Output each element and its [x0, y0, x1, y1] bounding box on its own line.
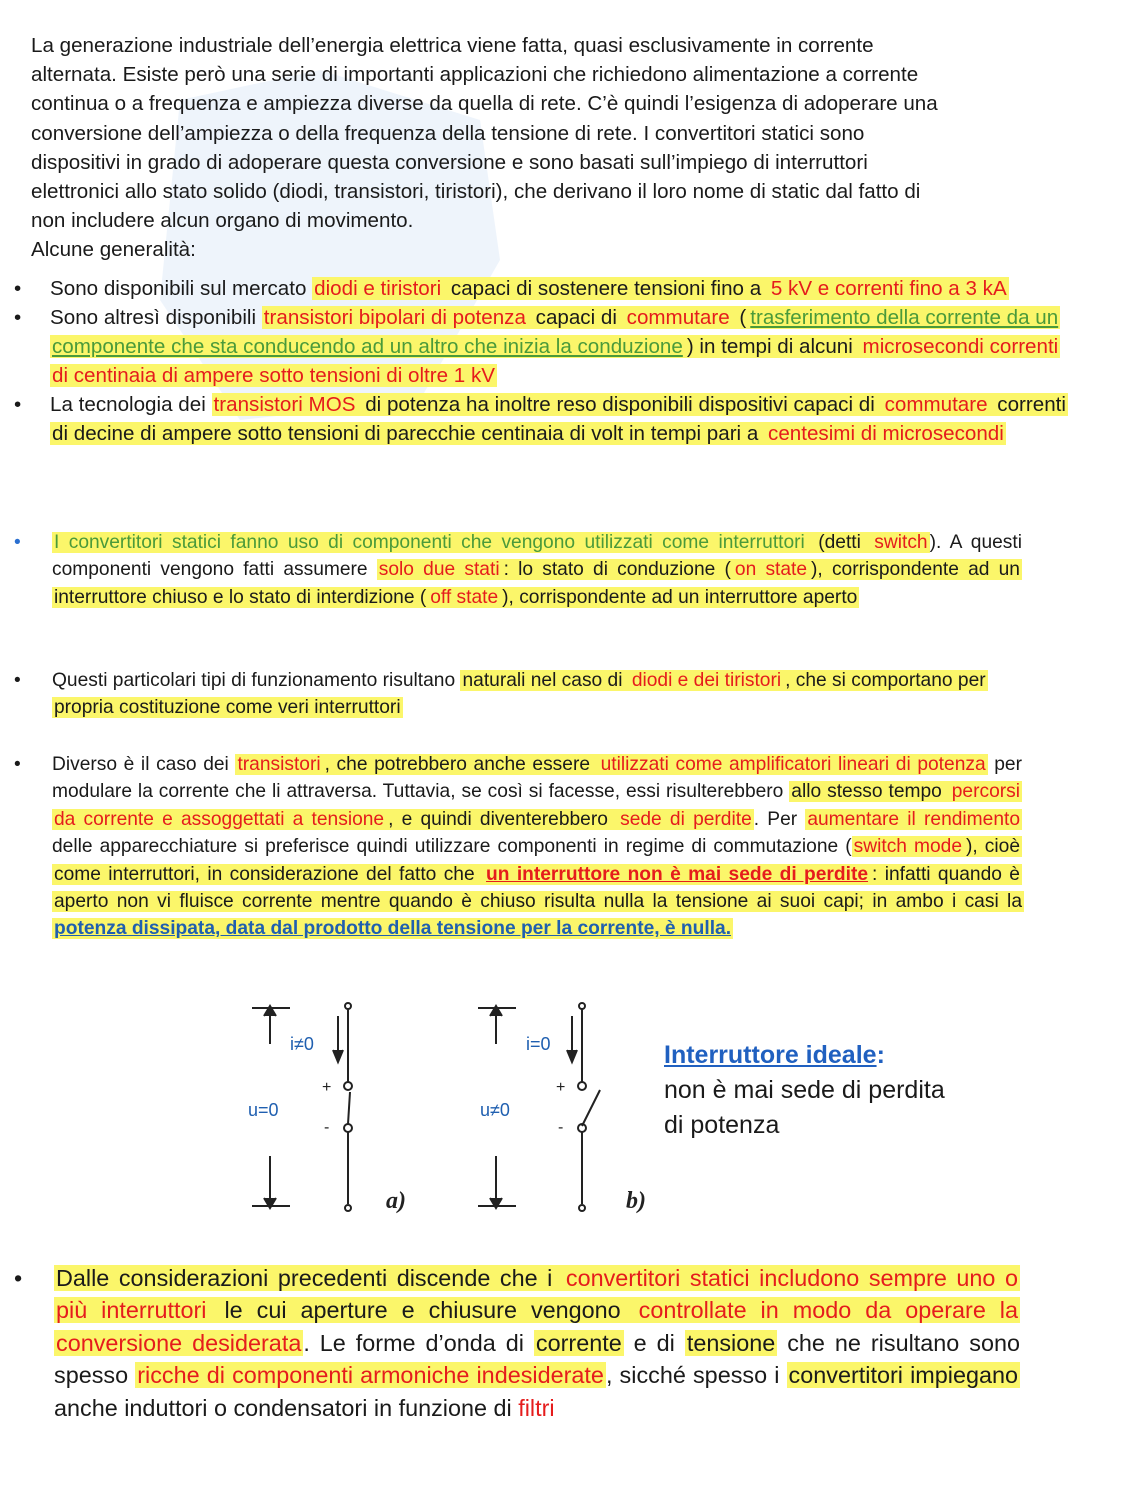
transistor-list [0, 751, 1148, 943]
list-item [0, 274, 1068, 303]
bullet-icon: • [14, 670, 21, 691]
intro-paragraph [31, 31, 1121, 265]
highlight-segment: allo stesso tempo [791, 781, 948, 803]
bullet-icon: • [14, 754, 21, 775]
highlight-segment: percorsi da corrente e assoggettati a tensione [54, 781, 1020, 830]
text-segment: Diverso è il caso dei [52, 754, 236, 775]
highlight-segment: utilizzati come amplificatori lineari di potenza [600, 754, 986, 775]
ideal-switch-note [664, 1038, 945, 1143]
ideal-switch-colon: : [876, 1041, 885, 1069]
text-segment: anche induttori o condensatori in funzione di [54, 1394, 519, 1421]
highlight-segment: off state [430, 586, 499, 608]
diagram-label-a: a) [386, 1188, 406, 1214]
highlight-segment: diodi e dei tiristori [631, 670, 782, 691]
highlight-segment: naturali nel caso di [462, 670, 628, 691]
highlight-segment: diodi e tiristori [314, 277, 442, 300]
switch-list [0, 529, 1148, 611]
intro-line: La generazione industriale dell’energia elettrica viene fatta, quasi esclusivamente in corrente [31, 34, 874, 57]
intro-line: continua o a frequenza e ampiezza diverse da quella di rete. C’è quindi l’esigenza di adoperare una [31, 92, 938, 116]
highlight-segment: correnti di decine di ampere sotto tensioni di parecchie centinaia di volt in tempi pari a [52, 393, 1066, 445]
text-segment: La tecnologia dei [50, 393, 212, 416]
text-segment: per modulare la corrente che li attraversa. Tuttavia, se così si facesse, essi risulterebbero [52, 754, 1022, 803]
highlight-segment: convertitori impiegano [788, 1362, 1018, 1389]
text-segment: Questi particolari tipi di funzionamento risultano [52, 670, 461, 691]
text-segment: . Le forme d’onda di [303, 1329, 534, 1356]
text-segment: Sono disponibili sul mercato [50, 277, 313, 300]
highlight-segment: ) in tempi di alcuni [686, 335, 859, 358]
highlight-segment: ), corrispondente ad un interruttore chiuso e lo stato di interdizione ( [54, 559, 1020, 608]
highlight-segment: I convertitori statici fanno uso di componenti che vengono utilizzati come interruttori [54, 532, 805, 553]
highlight-segment: solo due stati [378, 559, 500, 581]
minus-sign: - [558, 1119, 564, 1136]
current-label-b: i=0 [526, 1034, 551, 1054]
highlight-segment: aumentare il rendimento [807, 808, 1020, 830]
list-item [0, 667, 1022, 722]
highlight-segment: (detti [808, 532, 871, 553]
highlight-segment: sede di perdite [620, 808, 752, 830]
highlight-segment: : infatti quando è aperto non vi fluisce corrente mentre quando è chiuso risulta nulla la tensione ai suoi capi; in ambo i casi la [54, 863, 1022, 913]
text-segment: che ne risultano sono spesso [54, 1329, 1020, 1389]
highlight-segment: transistori [237, 754, 321, 775]
highlight-segment: controllate in modo da operare la conversione desiderata [56, 1297, 1018, 1356]
highlight-segment: commutare [884, 393, 988, 416]
text-segment: delle apparecchiature si preferisce quindi utilizzare componenti in regime di commutazione ( [52, 836, 852, 858]
intro-line: conversione dell’ampiezza o della frequenza della tensione di rete. I convertitori statici sono [31, 121, 865, 145]
voltage-label-b: u≠0 [480, 1100, 510, 1120]
definition-segment: trasferimento della corrente da un componente che sta conducendo ad un altro che inizia la conduzione [52, 306, 1059, 358]
highlight-segment: convertitori statici includono sempre uno o più interruttori [56, 1265, 1018, 1324]
highlight-segment: ), corrispondente ad un interruttore aperto [502, 586, 858, 608]
text-segment: e di [623, 1329, 685, 1356]
text-segment: Sono altresì disponibili [50, 306, 262, 329]
text-segment: ). A questi componenti vengono fatti assumere [52, 532, 1022, 581]
intro-line: alternata. Esiste però una serie di importanti applicazioni che richiedono alimentazione a corrente [31, 63, 919, 87]
bullet-icon: • [14, 306, 22, 329]
highlight-segment: transistori MOS [213, 393, 356, 416]
highlight-segment: centesimi di microsecondi [768, 422, 1004, 445]
text-segment: , sicché spesso i [605, 1362, 787, 1389]
highlight-segment: corrente [535, 1329, 622, 1356]
current-label-a: i≠0 [290, 1034, 314, 1054]
ideal-switch-line: non è mai sede di perdita [664, 1076, 945, 1104]
minus-sign: - [324, 1119, 330, 1136]
switch-diagram [230, 996, 690, 1224]
bullet-icon: • [14, 277, 22, 300]
ideal-switch-title: Interruttore ideale [664, 1041, 877, 1069]
generalities-list [0, 274, 1148, 448]
highlight-segment: on state [734, 559, 808, 581]
highlight-segment: 5 kV e correnti fino a 3 kA [770, 277, 1007, 300]
highlight-segment: commutare [626, 306, 730, 329]
intro-line: elettronici allo stato solido (diodi, transistori, tiristori), che derivano il loro nome di static dal fatto di [31, 180, 921, 204]
highlight-segment: di potenza ha inoltre reso disponibili dispositivi capaci di [359, 393, 881, 416]
bullet-icon: • [14, 532, 21, 553]
highlight-segment: ( [733, 306, 747, 329]
highlight-segment: tensione [686, 1329, 776, 1356]
highlight-segment: le cui aperture e chiusure vengono [210, 1297, 635, 1324]
highlight-segment: Dalle considerazioni precedenti discende che i [56, 1265, 562, 1291]
key-statement: un interruttore non è mai sede di perdite [486, 863, 869, 885]
plus-sign: + [556, 1079, 566, 1096]
highlight-segment: , che potrebbero anche essere [324, 754, 597, 775]
list-item [0, 1262, 1020, 1424]
ideal-switch-line: di potenza [664, 1111, 780, 1139]
highlight-segment: filtri [518, 1394, 555, 1421]
highlight-segment: capaci di [529, 306, 623, 329]
highlight-segment: transistori bipolari di potenza [263, 306, 526, 329]
conclusion-list [0, 1262, 1148, 1424]
highlight-segment: : lo stato di conduzione ( [503, 559, 731, 581]
plus-sign: + [322, 1079, 332, 1096]
highlight-segment: ), cioè come interruttori, in considerazione del fatto che [54, 836, 1021, 885]
text-segment: . Per [753, 808, 806, 830]
natural-list [0, 667, 1148, 722]
key-statement: potenza dissipata, data dal prodotto della tensione per la corrente, è nulla. [54, 918, 732, 940]
bullet-icon: • [14, 1265, 23, 1291]
list-item [0, 303, 1068, 390]
list-item [0, 390, 1068, 448]
highlight-segment: microsecondi correnti di centinaia di ampere sotto tensioni di oltre 1 kV [52, 335, 1059, 387]
intro-subheading: Alcune generalità: [31, 238, 196, 262]
highlight-segment: capaci di sostenere tensioni fino a [445, 277, 767, 300]
list-item [0, 529, 1022, 611]
highlight-segment: , e quindi diventerebbero [388, 808, 617, 830]
intro-line: dispositivi in grado di adoperare questa conversione e sono basati sull’impiego di interruttori [31, 150, 868, 174]
voltage-label-a: u=0 [248, 1100, 279, 1120]
bullet-icon: • [14, 393, 22, 416]
diagram-label-b: b) [626, 1188, 646, 1214]
highlight-segment: switch mode [853, 836, 963, 858]
intro-line: non includere alcun organo di movimento. [31, 209, 414, 233]
highlight-segment: switch [874, 532, 928, 553]
highlight-segment: , che si comportano per propria costituzione come veri interruttori [54, 670, 986, 719]
list-item [0, 751, 1022, 943]
highlight-segment: ricche di componenti armoniche indesiderate [137, 1362, 604, 1389]
